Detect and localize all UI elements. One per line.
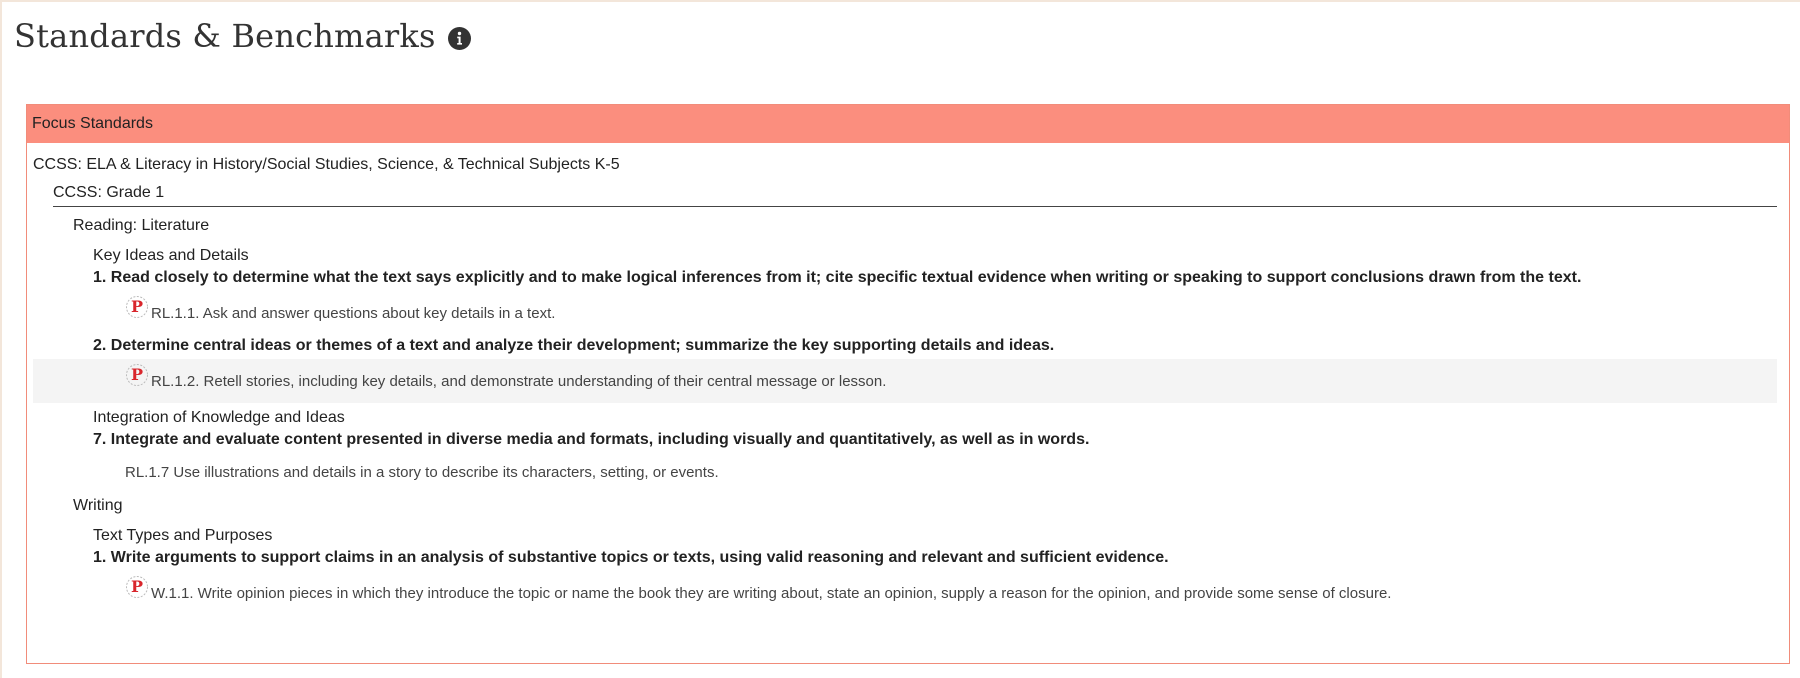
- cluster-heading: Key Ideas and Details: [93, 247, 249, 264]
- svg-text:P: P: [130, 577, 144, 596]
- strand-heading: Reading: Literature: [73, 217, 210, 234]
- anchor-standard: 1. Read closely to determine what the text says explicitly and to make logical inferences from it; cite specific textual evidence when writing or speaking to support conclusions drawn from the text.: [93, 269, 1582, 286]
- grade-heading: CCSS: Grade 1: [53, 180, 1777, 207]
- info-circle-icon[interactable]: [448, 27, 471, 50]
- svg-text:P: P: [130, 365, 144, 384]
- standard-detail-row[interactable]: [33, 571, 1777, 615]
- p-badge-icon: [125, 295, 149, 319]
- cluster-heading: Text Types and Purposes: [93, 527, 273, 544]
- p-badge-icon: [125, 363, 149, 387]
- anchor-standard: 1. Write arguments to support claims in an analysis of substantive topics or texts, using valid reasoning and relevant and sufficient evidence.: [93, 549, 1169, 566]
- standard-detail-text: RL.1.7 Use illustrations and details in a story to describe its characters, setting, or events.: [125, 463, 719, 481]
- page-title: Standards & Benchmarks: [14, 17, 436, 55]
- p-badge-icon: [125, 575, 149, 599]
- subject-heading: CCSS: ELA & Literacy in History/Social Studies, Science, & Technical Subjects K-5: [33, 156, 620, 173]
- standard-detail-row[interactable]: [33, 359, 1777, 403]
- panel-body: [27, 143, 1789, 615]
- anchor-standard: 2. Determine central ideas or themes of a text and analyze their development; summarize the key supporting details and ideas.: [93, 337, 1055, 354]
- standard-detail-row[interactable]: [33, 291, 1777, 335]
- standard-detail-text: RL.1.1. Ask and answer questions about key details in a text.: [151, 304, 556, 322]
- standard-detail-text: W.1.1. Write opinion pieces in which they introduce the topic or name the book they are writing about, state an opinion, supply a reason for the opinion, and provide some sense of closure.: [151, 584, 1392, 602]
- strand-heading: Writing: [73, 497, 123, 514]
- page-header: [14, 12, 471, 60]
- focus-standards-panel: [26, 104, 1790, 664]
- standard-detail-row[interactable]: [33, 453, 1777, 491]
- cluster-heading: Integration of Knowledge and Ideas: [93, 409, 345, 426]
- panel-header: [27, 105, 1789, 143]
- anchor-standard: 7. Integrate and evaluate content presented in diverse media and formats, including visually and quantitatively, as well as in words.: [93, 431, 1090, 448]
- panel-header-label: Focus Standards: [32, 115, 153, 132]
- svg-text:P: P: [130, 297, 144, 316]
- standard-detail-text: RL.1.2. Retell stories, including key details, and demonstrate understanding of their central message or lesson.: [151, 372, 887, 390]
